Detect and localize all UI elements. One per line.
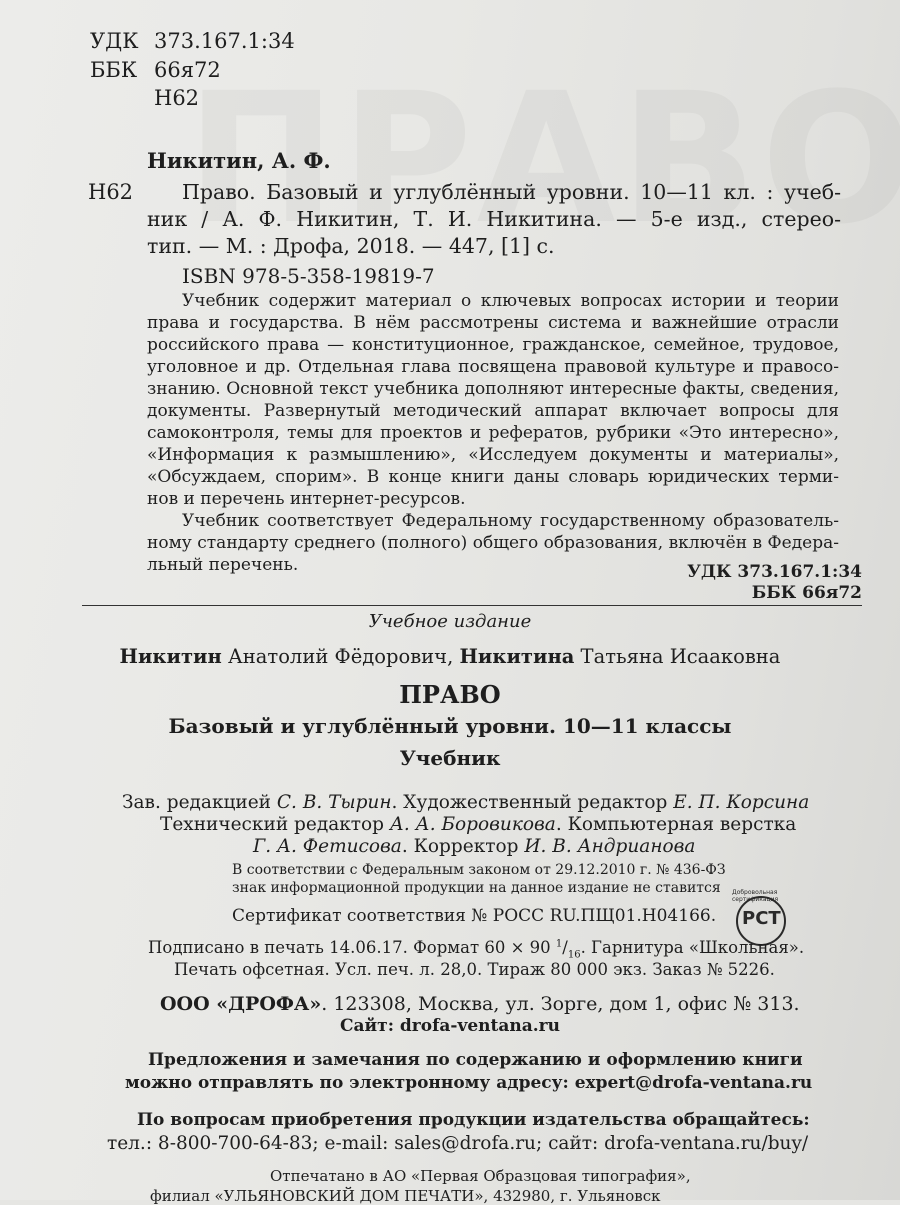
printer-line-2: филиал «УЛЬЯНОВСКИЙ ДОМ ПЕЧАТИ», 432980, г. Ульяновск <box>150 1187 661 1205</box>
book-subtitle: Базовый и углублённый уровни. 10—11 классы <box>168 714 732 738</box>
annotation-line: российского права — конституционное, гражданское, семейное, трудовое, <box>147 335 839 355</box>
annotation-line: знанию. Основной текст учебника дополняют интересные факты, сведения, <box>147 379 839 399</box>
annotation-line: Учебник соответствует Федеральному государственному образователь- <box>182 511 839 531</box>
sales-heading: По вопросам приобретения продукции издательства обращайтесь: <box>137 1110 810 1130</box>
annotation-line: «Информация к размышлению», «Исследуем документы и материалы», <box>147 445 839 465</box>
certificate-text: Сертификат соответствия № РОСС RU.ПЩ01.Н04166. <box>232 906 717 926</box>
badge-ring-text: Добровольная сертификация <box>732 889 779 903</box>
fraction-slash: / <box>562 938 568 957</box>
edition-type: Учебное издание <box>368 611 532 632</box>
author1-name: Анатолий Фёдорович, <box>221 645 460 668</box>
bbk-top <box>90 58 221 82</box>
badge-mark: РСТ <box>742 908 781 929</box>
author2-name: Татьяна Исааковна <box>574 645 781 668</box>
credit-person: С. В. Тырин <box>276 792 392 813</box>
feedback-line-1: Предложения и замечания по содержанию и оформлению книги <box>148 1050 803 1070</box>
isbn: ISBN 978-5-358-19819-7 <box>182 264 435 288</box>
credits-line-1 <box>122 792 809 813</box>
credit-role: . Корректор <box>401 836 525 857</box>
annotation-line: права и государства. В нём рассмотрены система и важнейшие отрасли <box>147 313 839 333</box>
credit-person: Г. А. Фетисова <box>253 836 402 857</box>
print-format: Подписано в печать 14.06.17. Формат 60 × 90 <box>148 938 556 957</box>
publisher-name: ООО «ДРОФА» <box>160 993 322 1015</box>
udk-top <box>90 29 295 53</box>
credit-person: Е. П. Корсина <box>673 792 810 813</box>
author2-surname: Никитина <box>459 645 575 668</box>
law-notice-1: В соответствии с Федеральным законом от 29.12.2010 г. № 436-ФЗ <box>232 862 726 878</box>
bib-author: Никитин, А. Ф. <box>147 148 331 173</box>
credit-role: . Компьютерная верстка <box>555 814 797 835</box>
fraction-den: 16 <box>567 949 581 961</box>
annotation-line: «Обсуждаем, спорим». В конце книги даны словарь юридических терми- <box>147 467 839 487</box>
credit-role: . Художественный редактор <box>391 792 674 813</box>
bib-line-1: Право. Базовый и углублённый уровни. 10—11 кл. : учеб- <box>182 180 841 204</box>
printer-line-1: Отпечатано в АО «Первая Образцовая типография», <box>270 1167 691 1185</box>
print-line-1 <box>148 938 804 960</box>
feedback-line-2: можно отправлять по электронному адресу: expert@drofa-ventana.ru <box>125 1073 813 1093</box>
credits-line-2 <box>160 814 796 835</box>
annotation-line: документы. Развернутый методический аппарат включает вопросы для <box>147 401 839 421</box>
authors-full <box>0 645 900 668</box>
law-notice-2: знак информационной продукции на данное издание не ставится <box>232 880 721 896</box>
credits-line-3 <box>253 836 695 857</box>
sales-contacts: тел.: 8-800-700-64-83; e-mail: sales@drofa.ru; сайт: drofa-ventana.ru/buy/ <box>107 1133 809 1154</box>
fraction-num: 1 <box>555 938 563 950</box>
annotation-line: Учебник содержит материал о ключевых вопросах истории и теории <box>182 291 839 311</box>
book-type: Учебник <box>399 746 501 770</box>
credit-role: Технический редактор <box>160 814 390 835</box>
annotation-line: льный перечень. <box>147 555 299 575</box>
udk-value: 373.167.1:34 <box>154 29 295 53</box>
credit-person: А. А. Боровикова <box>389 814 556 835</box>
bib-line-3: тип. — М. : Дрофа, 2018. — 447, [1] с. <box>147 234 555 258</box>
bbk-label: ББК <box>90 58 138 82</box>
credit-role: Зав. редакцией <box>122 792 277 813</box>
credit-person: И. В. Андрианова <box>524 836 696 857</box>
print-typeface: . Гарнитура «Школьная». <box>580 938 805 957</box>
annotation-line: нов и перечень интернет-ресурсов. <box>147 489 466 509</box>
publisher-site: Сайт: drofa-ventana.ru <box>340 1016 560 1036</box>
print-line-2: Печать офсетная. Усл. печ. л. 28,0. Тираж 80 000 экз. Заказ № 5226. <box>174 960 775 979</box>
book-title: ПРАВО <box>399 680 501 709</box>
author1-surname: Никитин <box>119 645 222 668</box>
udk-label: УДК <box>90 29 139 53</box>
annotation-line: самоконтроля, темы для проектов и рефератов, рубрики «Это интересно», <box>147 423 839 443</box>
divider-line <box>82 605 862 606</box>
udk-bottom: УДК 373.167.1:34 <box>687 562 862 582</box>
publisher-street: . 123308, Москва, ул. Зорге, дом 1, офис № 313. <box>321 993 800 1015</box>
annotation-line: ному стандарту среднего (полного) общего образования, включён в Федера- <box>147 533 839 553</box>
author-mark: Н62 <box>154 86 200 110</box>
publisher-address <box>160 993 800 1015</box>
bib-side-code: Н62 <box>88 180 134 204</box>
annotation-line: уголовное и др. Отдельная глава посвящена правовой культуре и правосо- <box>147 357 839 377</box>
bib-line-2: ник / А. Ф. Никитин, Т. И. Никитина. — 5-е изд., стерео- <box>147 207 841 231</box>
bbk-bottom: ББК 66я72 <box>751 583 862 603</box>
bbk-value: 66я72 <box>154 58 221 82</box>
